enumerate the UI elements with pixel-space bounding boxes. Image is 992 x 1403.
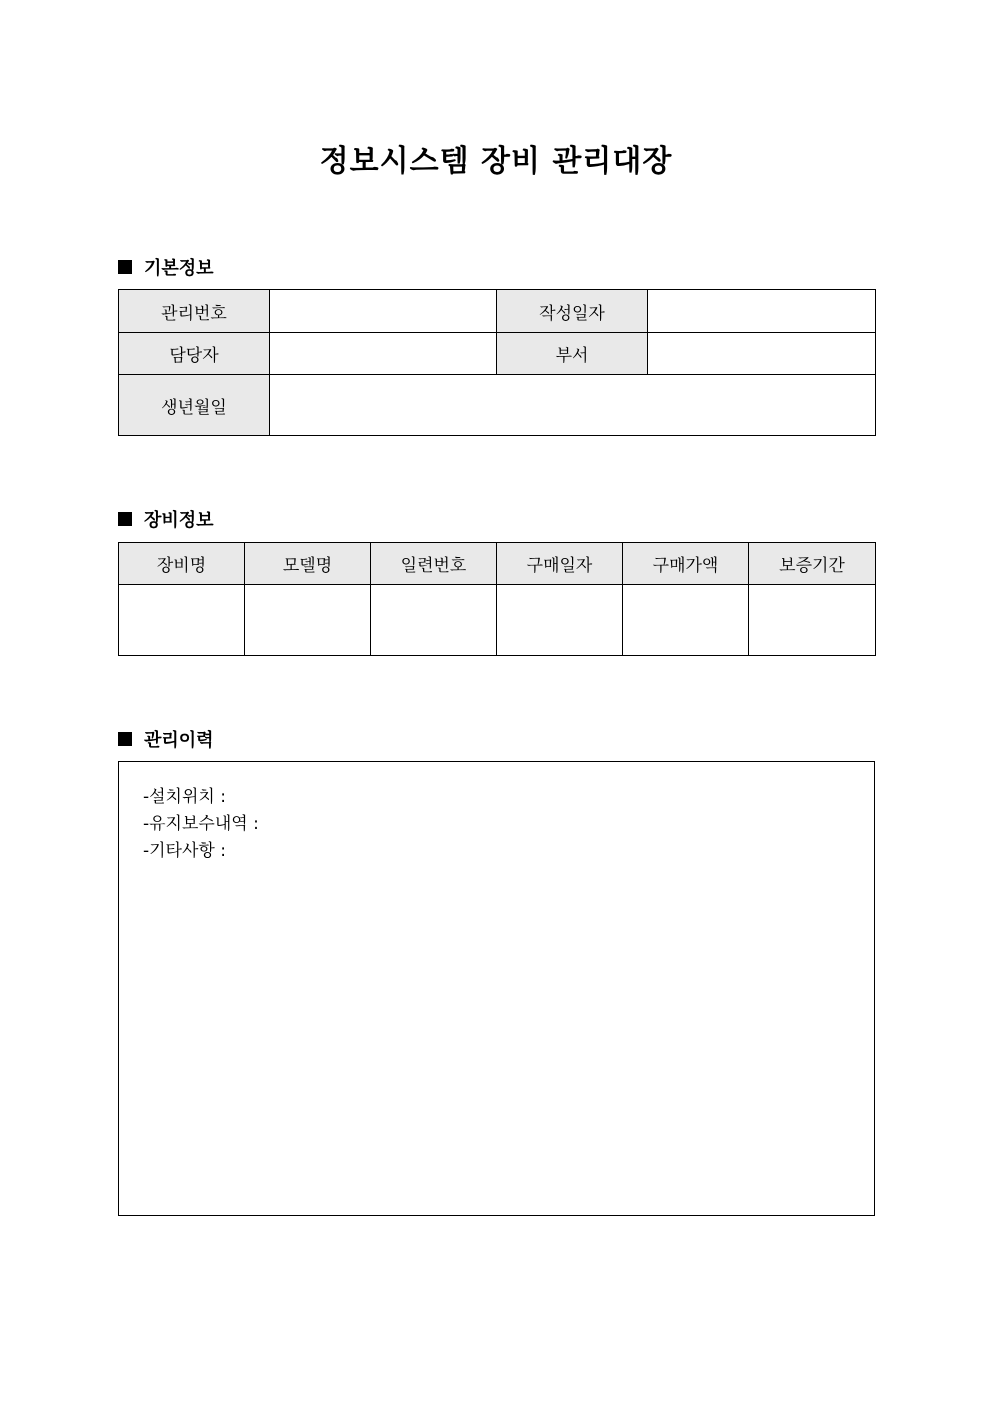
table-row [119,333,876,375]
equipment-name-cell[interactable] [119,585,245,656]
section-heading-history [118,726,214,752]
table-row [119,290,876,333]
section-heading-label: 기본정보 [144,258,214,279]
label-person-in-charge: 담당자 [119,333,270,375]
person-in-charge-field[interactable] [270,333,497,375]
management-no-field[interactable] [270,290,497,333]
label-management-no: 관리번호 [119,290,270,333]
history-box[interactable] [118,761,875,1216]
square-bullet-icon [118,512,132,526]
section-heading-label: 장비정보 [144,510,214,531]
column-header-warranty-period: 보증기간 [749,543,876,585]
history-line-maintenance: -유지보수내역 : [143,814,259,834]
label-date-written: 작성일자 [497,290,648,333]
date-written-field[interactable] [648,290,876,333]
warranty-period-cell[interactable] [749,585,876,656]
column-header-serial-no: 일련번호 [371,543,497,585]
table-header-row [119,543,876,585]
serial-no-cell[interactable] [371,585,497,656]
column-header-purchase-price: 구매가액 [623,543,749,585]
column-header-equipment-name: 장비명 [119,543,245,585]
square-bullet-icon [118,260,132,274]
table-row [119,585,876,656]
purchase-price-cell[interactable] [623,585,749,656]
basic-info-table [118,289,876,436]
section-heading-equipment-info [118,506,214,532]
column-header-model-name: 모델명 [245,543,371,585]
label-birth-date: 생년월일 [119,375,270,436]
history-line-install-location: -설치위치 : [143,787,226,807]
equipment-info-table [118,542,876,656]
table-row [119,375,876,436]
square-bullet-icon [118,732,132,746]
department-field[interactable] [648,333,876,375]
birth-date-field[interactable] [270,375,876,436]
document-title: 정보시스템 장비 관리대장 [319,144,673,179]
section-heading-basic-info [118,254,214,280]
column-header-purchase-date: 구매일자 [497,543,623,585]
history-line-other: -기타사항 : [143,841,226,861]
purchase-date-cell[interactable] [497,585,623,656]
label-department: 부서 [497,333,648,375]
section-heading-label: 관리이력 [144,730,214,751]
model-name-cell[interactable] [245,585,371,656]
